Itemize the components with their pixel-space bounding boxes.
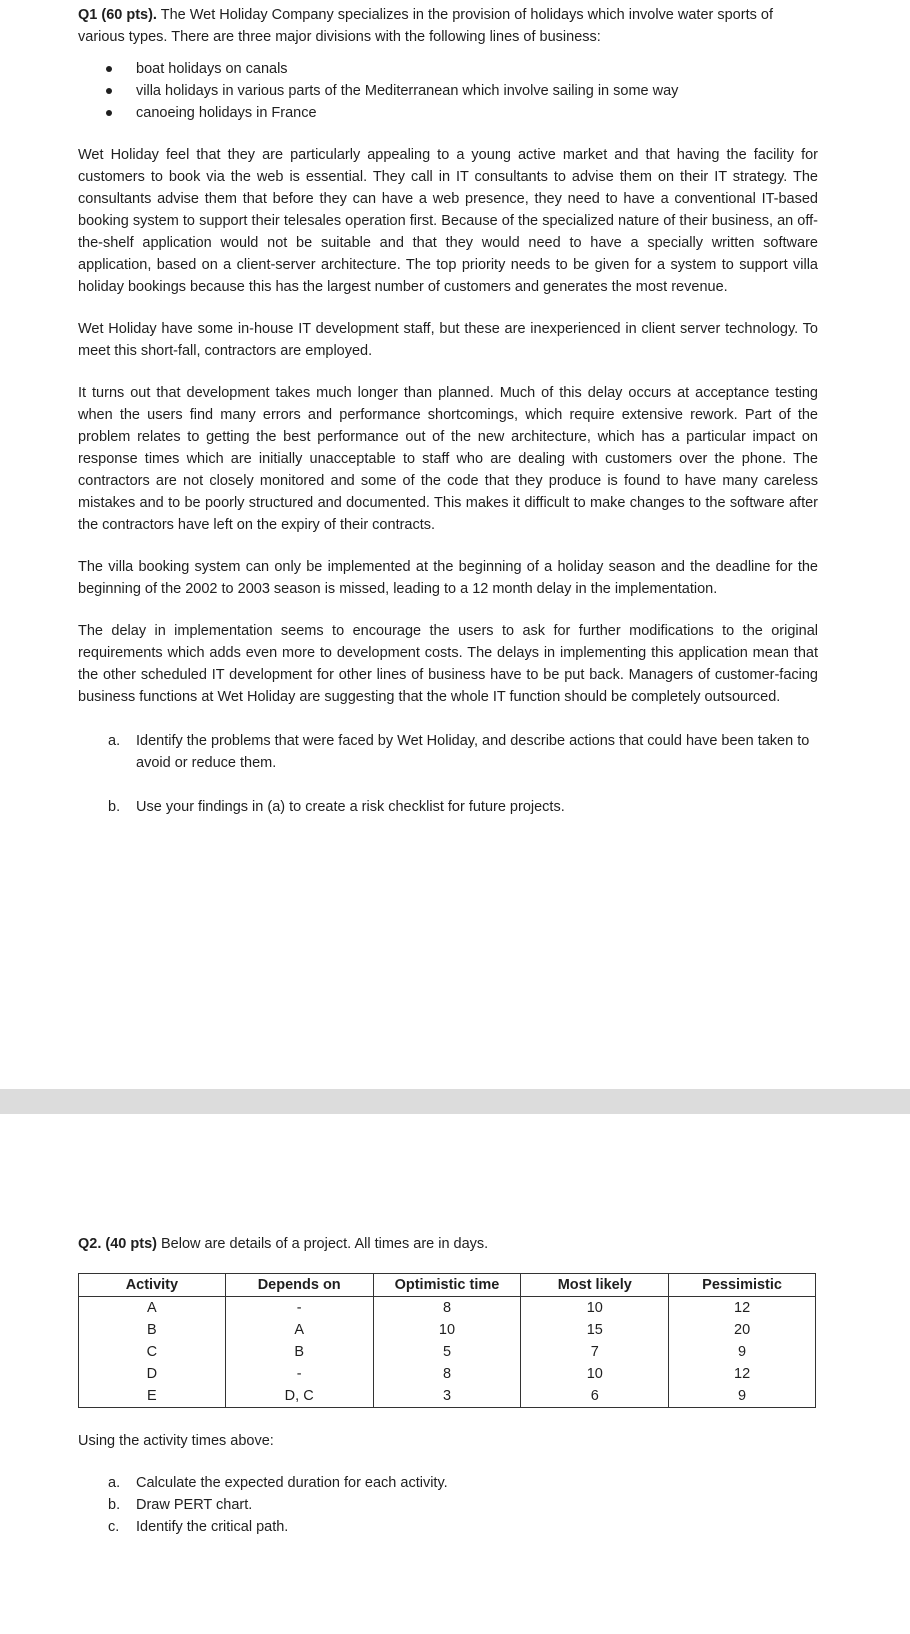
table-cell: 9	[669, 1385, 816, 1408]
table-cell: 12	[669, 1297, 816, 1320]
table-cell: 8	[373, 1363, 521, 1385]
q1-paragraph-5: The delay in implementation seems to encourage the users to ask for further modifications to the original requirements which adds even more to development costs. The delays in implementing this application mean that the other scheduled IT development for other lines of business have to be put back. Managers of customer-facing business functions at Wet Holiday are suggesting that the whole IT function should be completely outsourced.	[78, 623, 818, 705]
list-item: villa holidays in various parts of the Mediterranean which involve sailing in some way	[106, 80, 818, 102]
task-item	[108, 730, 818, 774]
table-cell: 12	[669, 1363, 816, 1385]
table-row	[79, 1297, 816, 1320]
task-item	[108, 1494, 818, 1516]
table-row	[79, 1385, 816, 1408]
table-cell: 20	[669, 1319, 816, 1341]
table-header-row	[79, 1274, 816, 1297]
question-2	[78, 1233, 818, 1538]
table-cell: 7	[521, 1341, 669, 1363]
table-cell: 15	[521, 1319, 669, 1341]
q1-heading-text: The Wet Holiday Company specializes in the provision of holidays which involve water sports of various types. There are three major divisions with the following lines of business:	[78, 7, 773, 45]
list-item: canoeing holidays in France	[106, 102, 818, 124]
table-cell: -	[225, 1363, 373, 1385]
task-label: c.	[108, 1519, 120, 1535]
q2-tasks	[78, 1472, 818, 1538]
q1-paragraph-3: It turns out that development takes much longer than planned. Much of this delay occurs at acceptance testing when the users find many errors and performance shortcomings, which require extensive rework. Part of the problem relates to getting the best performance out of the new architecture, which has a particular impact on response times which are initially unacceptable to staff who are dealing with customers over the phone. The contractors are not closely monitored and some of the code that they produce is found to have many careless mistakes and to be poorly structured and documented. This makes it difficult to make changes to the software after the contractors have left on the expiry of their contracts.	[78, 385, 818, 533]
list-item: boat holidays on canals	[106, 58, 818, 80]
activity-table	[78, 1273, 816, 1408]
task-text: Draw PERT chart.	[136, 1497, 253, 1513]
q1-heading	[78, 4, 818, 48]
column-header: Optimistic time	[373, 1274, 521, 1297]
table-cell: E	[79, 1385, 226, 1408]
task-text: Identify the critical path.	[136, 1519, 289, 1535]
table-cell: 10	[373, 1319, 521, 1341]
q1-paragraph-4: The villa booking system can only be implemented at the beginning of a holiday season and the deadline for the beginning of the 2002 to 2003 season is missed, leading to a 12 month delay in the implementation.	[78, 559, 818, 597]
column-header: Depends on	[225, 1274, 373, 1297]
q2-intro: Using the activity times above:	[78, 1433, 274, 1449]
q2-heading	[78, 1233, 818, 1255]
task-item	[108, 1516, 818, 1538]
table-cell: 6	[521, 1385, 669, 1408]
table-cell: B	[225, 1341, 373, 1363]
task-item	[108, 1472, 818, 1494]
table-cell: A	[79, 1297, 226, 1320]
task-label: a.	[108, 1475, 121, 1491]
table-cell: A	[225, 1319, 373, 1341]
q1-tasks	[78, 730, 818, 818]
table-cell: 10	[521, 1297, 669, 1320]
business-lines-list	[78, 58, 818, 124]
q2-heading-text: Below are details of a project. All times are in days.	[156, 1236, 489, 1252]
table-cell: B	[79, 1319, 226, 1341]
task-label: a.	[108, 733, 121, 749]
column-header: Activity	[79, 1274, 226, 1297]
task-text: Calculate the expected duration for each activity.	[136, 1475, 448, 1491]
task-text: Identify the problems that were faced by Wet Holiday, and describe actions that could have been taken to avoid or reduce them.	[136, 733, 810, 771]
q1-heading-bold: Q1 (60 pts).	[78, 7, 157, 23]
table-row	[79, 1341, 816, 1363]
table-cell: 9	[669, 1341, 816, 1363]
table-cell: 8	[373, 1297, 521, 1320]
table-cell: 10	[521, 1363, 669, 1385]
question-1	[78, 4, 818, 818]
table-cell: C	[79, 1341, 226, 1363]
q2-heading-bold: Q2. (40 pts)	[78, 1236, 157, 1252]
page-divider	[0, 1089, 910, 1114]
task-item	[108, 796, 818, 818]
table-row	[79, 1363, 816, 1385]
table-cell: D, C	[225, 1385, 373, 1408]
task-label: b.	[108, 1497, 121, 1513]
q1-paragraph-1: Wet Holiday feel that they are particularly appealing to a young active market and that having the facility for customers to book via the web is essential. They call in IT consultants to advise them on their IT strategy. The consultants advise them that before they can have a web presence, they need to have a conventional IT-based booking system to support their telesales operation first. Because of the specialized nature of their business, an off-the-shelf application would not be suitable and that they would need to have a specially written software application, based on a client-server architecture. The top priority needs to be given for a system to support villa holiday bookings because this has the largest number of customers and generates the most revenue.	[78, 147, 818, 295]
column-header: Most likely	[521, 1274, 669, 1297]
task-label: b.	[108, 799, 121, 815]
q1-paragraph-2: Wet Holiday have some in-house IT development staff, but these are inexperienced in client server technology. To meet this short-fall, contractors are employed.	[78, 321, 818, 359]
task-text: Use your findings in (a) to create a risk checklist for future projects.	[136, 799, 565, 815]
column-header: Pessimistic	[669, 1274, 816, 1297]
table-cell: -	[225, 1297, 373, 1320]
table-cell: D	[79, 1363, 226, 1385]
table-cell: 5	[373, 1341, 521, 1363]
table-row	[79, 1319, 816, 1341]
table-cell: 3	[373, 1385, 521, 1408]
